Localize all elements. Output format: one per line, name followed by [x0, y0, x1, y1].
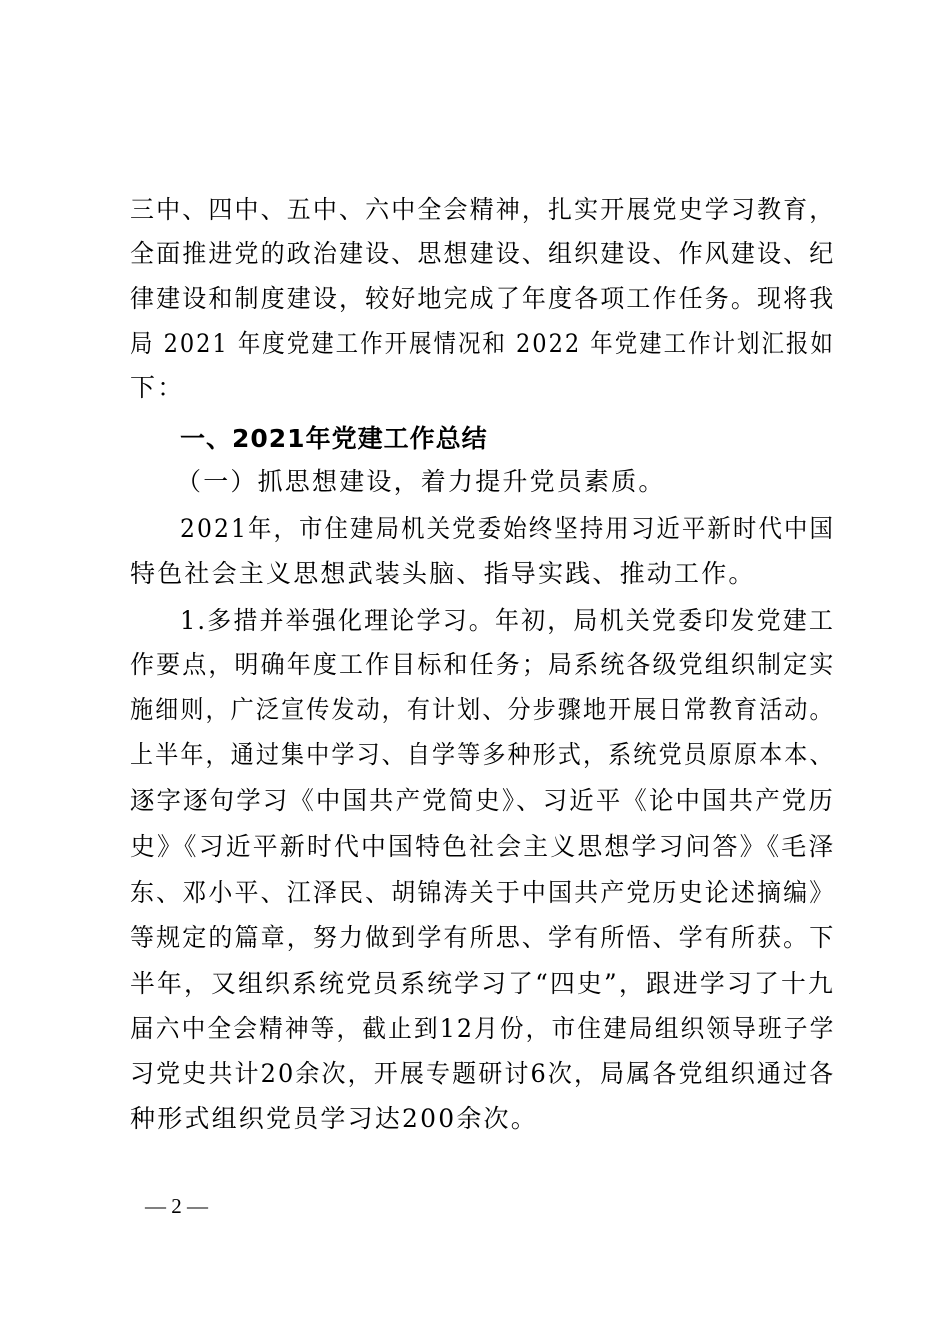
body-text-line: 三中、四中、五中、六中全会精神，扎实开展党史学习教育，	[130, 195, 836, 224]
body-text-line: 全面推进党的政治建设、思想建设、组织建设、作风建设、纪	[130, 239, 836, 268]
section-heading: 一、2021年党建工作总结	[180, 424, 488, 453]
body-text-line: 等规定的篇章，努力做到学有所思、学有所悟、学有所获。下	[130, 923, 836, 952]
body-text-line: 局 2021 年度党建工作开展情况和 2022 年党建工作计划汇报如	[130, 329, 835, 358]
subsection-heading: （一）抓思想建设，着力提升党员素质。	[176, 467, 666, 496]
body-text-line: 习党史共计20余次，开展专题研讨6次，局属各党组织通过各	[130, 1059, 836, 1088]
body-text-line: 逐字逐句学习《中国共产党简史》、习近平《论中国共产党历	[130, 786, 835, 815]
body-text-line: 上半年，通过集中学习、自学等多种形式，系统党员原原本本、	[130, 740, 835, 769]
body-text-line: 施细则，广泛宣传发动，有计划、分步骤地开展日常教育活动。	[130, 695, 835, 724]
body-text-line: 半年，又组织系统党员系统学习了“四史”，跟进学习了十九	[130, 969, 835, 998]
body-text-line: 东、邓小平、江泽民、胡锦涛关于中国共产党历史论述摘编》	[130, 878, 836, 907]
body-text-line: 下：	[130, 373, 185, 402]
body-text-line: 1.多措并举强化理论学习。年初，局机关党委印发党建工	[180, 606, 836, 635]
body-text-line: 史》《习近平新时代中国特色社会主义思想学习问答》《毛泽	[130, 832, 836, 861]
body-text-line: 特色社会主义思想武装头脑、指导实践、推动工作。	[130, 559, 756, 588]
body-text-line: 2021年，市住建局机关党委始终坚持用习近平新时代中国	[180, 514, 836, 543]
body-text-line: 种形式组织党员学习达200余次。	[130, 1104, 538, 1133]
body-text-line: 律建设和制度建设，较好地完成了年度各项工作任务。现将我	[130, 284, 836, 313]
body-text-line: 作要点，明确年度工作目标和任务；局系统各级党组织制定实	[130, 650, 836, 679]
body-text-line: 届六中全会精神等，截止到12月份，市住建局组织领导班子学	[130, 1014, 836, 1043]
page-number: — 2 —	[145, 1194, 208, 1218]
